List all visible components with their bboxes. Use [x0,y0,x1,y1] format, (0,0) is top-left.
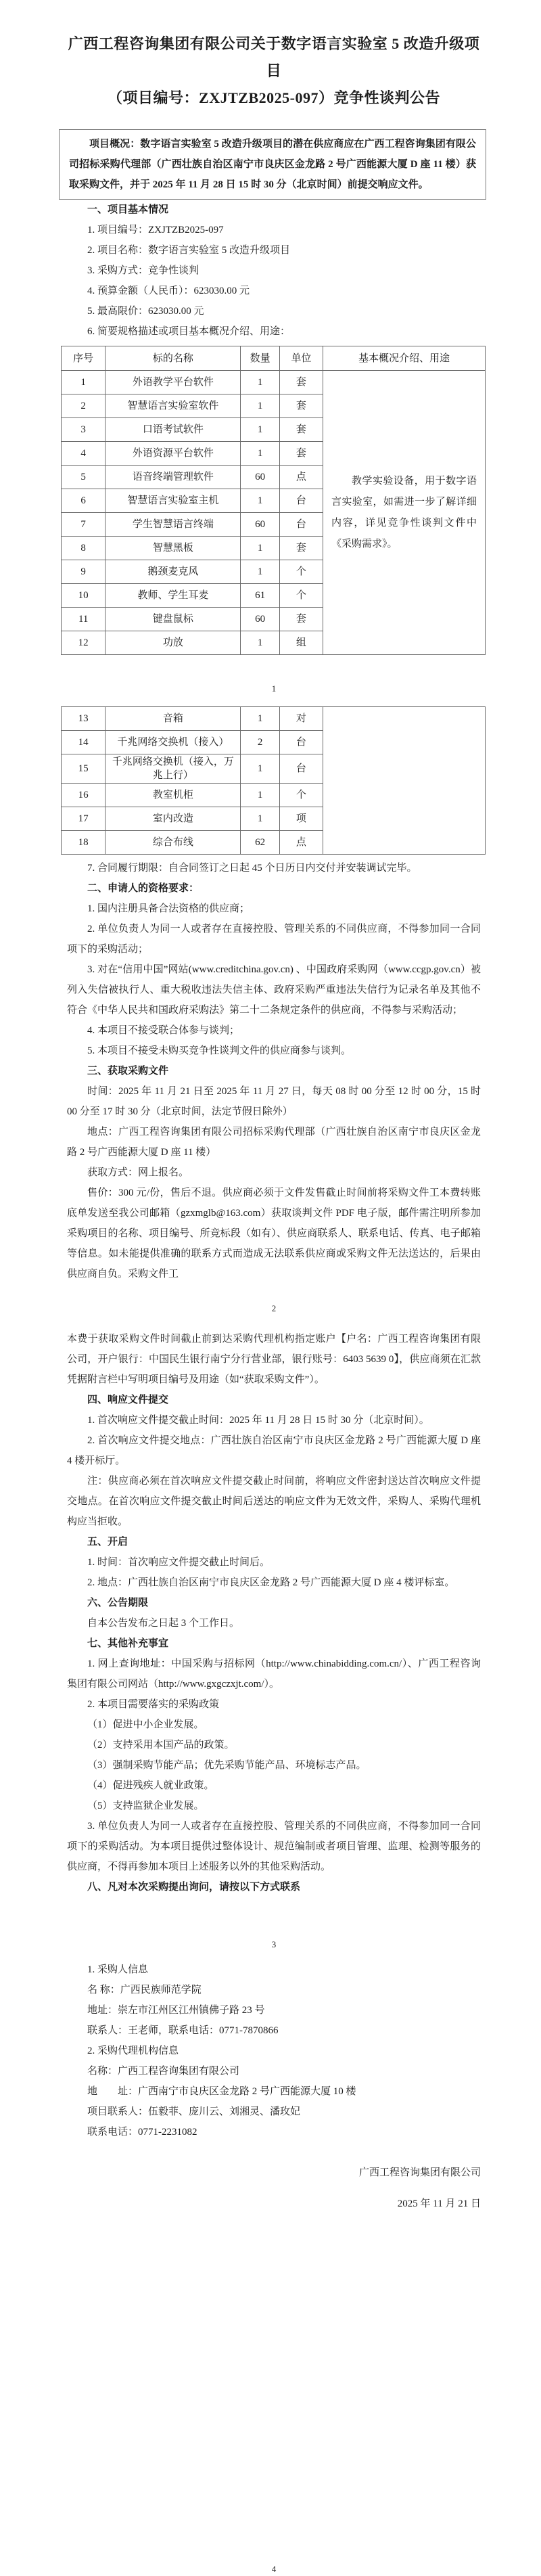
document-flow [67,200,481,2576]
document-title-line-1: 广西工程咨询集团有限公司关于数字语言实验室 5 改造升级项目 [68,35,480,79]
open-place: 2. 地点：广西壮族自治区南宁市良庆区金龙路 2 号广西能源大厦 D 座 4 楼评标室。 [87,1577,455,1588]
purchaser-info-heading: 1. 采购人信息 [87,1964,149,1975]
cell-qty: 1 [241,631,279,655]
cell-qty: 1 [241,442,279,466]
cell-item-name: 智慧语言实验室主机 [105,489,241,513]
cell-unit: 套 [279,371,323,394]
items-table-part1 [61,346,486,655]
cell-seq: 7 [62,513,105,537]
cell-seq: 3 [62,418,105,442]
cell-unit: 台 [279,489,323,513]
agency-info-heading: 2. 采购代理机构信息 [87,2046,179,2056]
policy-5: （5）支持监狱企业发展。 [87,1801,204,1811]
section-5-heading: 五、开启 [87,1537,128,1547]
cell-seq: 8 [62,537,105,560]
cell-item-name: 教室机柜 [105,784,241,807]
cell-item-name: 语音终端管理软件 [105,466,241,489]
cell-seq: 18 [62,831,105,855]
policy-intro: 2. 本项目需要落实的采购政策 [87,1699,220,1710]
items-table-part2 [61,706,486,855]
table-row [62,707,486,731]
cell-item-name: 千兆网络交换机（接入） [105,731,241,754]
column-header: 基本概况介绍、用途 [323,346,485,371]
response-place: 2. 首次响应文件提交地点：广西壮族自治区南宁市良庆区金龙路 2 号广西能源大厦 D 座 4 楼开标厅。 [67,1435,481,1466]
budget-amount: 4. 预算金额（人民币）：623030.00 元 [87,286,250,296]
cell-seq: 12 [62,631,105,655]
open-time: 1. 时间：首次响应文件提交截止时间后。 [87,1557,270,1568]
cell-seq: 17 [62,807,105,831]
section-1-heading: 一、项目基本情况 [87,204,169,215]
cell-seq: 9 [62,560,105,584]
project-number: 1. 项目编号：ZXJTZB2025-097 [87,225,224,235]
cell-qty: 1 [241,371,279,394]
cell-unit: 台 [279,754,323,784]
cell-qty: 1 [241,537,279,560]
cell-seq: 16 [62,784,105,807]
cell-unit: 点 [279,831,323,855]
qualification-1: 1. 国内注册具备合法资格的供应商； [87,903,250,914]
cell-seq: 15 [62,754,105,784]
section-2-heading: 二、申请人的资格要求： [87,883,199,894]
cell-item-name: 音箱 [105,707,241,731]
table-row [62,371,486,394]
purchaser-address: 地址：崇左市江州区江州镇佛子路 23 号 [87,2005,265,2016]
cell-seq: 6 [62,489,105,513]
doc-time: 时间：2025 年 11 月 21 日至 2025 年 11 月 27 日，每天 08 时 00 分至 12 时 00 分，15 时 00 分至 17 时 30 分（北京时间，法定节假日除外） [67,1086,481,1117]
max-price: 5. 最高限价：623030.00 元 [87,306,204,317]
cell-qty: 60 [241,466,279,489]
section-8-heading: 八、凡对本次采购提出询问，请按以下方式联系 [87,1882,301,1893]
cell-unit: 组 [279,631,323,655]
sign-company: 广西工程咨询集团有限公司 [358,2167,481,2178]
spec-intro: 6. 简要规格描述或项目基本概况介绍、用途： [87,326,291,337]
cell-qty: 1 [241,707,279,731]
column-header: 标的名称 [105,346,241,371]
cell-qty: 2 [241,731,279,754]
doc-method: 获取方式：网上报名。 [87,1167,189,1178]
cell-unit: 对 [279,707,323,731]
project-name: 2. 项目名称：数字语言实验室 5 改造升级项目 [87,245,291,256]
cell-seq: 14 [62,731,105,754]
cell-item-name: 鹅颈麦克风 [105,560,241,584]
cell-unit: 个 [279,784,323,807]
cell-qty: 1 [241,560,279,584]
policy-3: （3）强制采购节能产品；优先采购节能产品、环境标志产品。 [87,1760,367,1771]
section-7-heading: 七、其他补充事宜 [87,1638,169,1649]
column-header: 序号 [62,346,105,371]
document-page [0,30,541,2576]
cell-unit: 套 [279,442,323,466]
sign-date: 2025 年 11 月 21 日 [397,2198,481,2209]
cell-qty: 62 [241,831,279,855]
qualification-5: 5. 本项目不接受未购买竞争性谈判文件的供应商参与谈判。 [87,1045,352,1056]
section-3-heading: 三、获取采购文件 [87,1066,169,1077]
cell-item-name: 智慧语言实验室软件 [105,394,241,418]
fee-continuation: 本费于获取采购文件时间截止前到达采购代理机构指定账户【户名：广西工程咨询集团有限公司，开户银行：中国民生银行南宁分行营业部，银行账号：6403 5639 0】，供应商须在汇款凭据附言栏中写明项目编号及用途（如“获取采购文件”）。 [67,1334,481,1385]
announcement-document [0,30,541,2576]
cell-item-name: 外语教学平台软件 [105,371,241,394]
cell-qty: 1 [241,784,279,807]
agency-name: 名称：广西工程咨询集团有限公司 [87,2066,240,2077]
cell-item-name: 学生智慧语言终端 [105,513,241,537]
doc-price: 售价：300 元/份，售后不退。供应商必须于文件发售截止时间前将采购文件工本费转账底单发送至我公司邮箱（gzxmglb@163.com）获取谈判文件 PDF 电子版，邮件需注明所参加采购项目的名称、项目编号、所竞标段（如有）、供应商联系人、联系电话、传真、电子邮箱等信息。如未能提供准确的联系方式而造成无法联系供应商或采购文件无法送达的，后果由供应商自负。采购文件工 [67,1188,481,1280]
purchaser-name: 名 称：广西民族师范学院 [87,1985,202,1995]
cell-unit: 个 [279,560,323,584]
items-table-header-row [62,346,486,371]
cell-seq: 2 [62,394,105,418]
cell-item-name: 键盘鼠标 [105,608,241,631]
cell-qty: 1 [241,807,279,831]
page-number-3: 3 [271,1939,277,1949]
section-6-heading: 六、公告期限 [87,1598,149,1608]
cell-qty: 61 [241,584,279,608]
cell-unit: 套 [279,394,323,418]
qualification-3: 3. 对在“信用中国”网站(www.creditchina.gov.cn) 、中国政府采购网（www.ccgp.gov.cn）被列入失信被执行人、重大税收违法失信主体、政府采购严重违法失信行为记录名单及其他不符合《中华人民共和国政府采购法》第二十二条规定条件的供应商，不得参与采购活动； [67,964,481,1016]
qualification-2: 2. 单位负责人为同一人或者存在直接控股、管理关系的不同供应商，不得参加同一合同项下的采购活动； [67,924,481,955]
cell-seq: 10 [62,584,105,608]
cell-qty: 60 [241,513,279,537]
column-header: 单位 [279,346,323,371]
agency-phone: 联系电话：0771-2231082 [87,2127,197,2138]
merged-note-cell: 教学实验设备，用于数字语言实验室，如需进一步了解详细内容，详见竞争性谈判文件中《采购需求》。 [323,371,485,655]
cell-unit: 台 [279,731,323,754]
document-title [67,30,481,112]
announce-period: 自本公告发布之日起 3 个工作日。 [87,1618,240,1629]
cell-seq: 11 [62,608,105,631]
online-query: 1. 网上查询地址：中国采购与招标网（http://www.chinabidding.com.cn/）、广西工程咨询集团有限公司网站（http://www.gxgczxjt.com/）。 [67,1658,481,1690]
cell-item-name: 智慧黑板 [105,537,241,560]
cell-item-name: 功放 [105,631,241,655]
cell-seq: 5 [62,466,105,489]
cell-item-name: 外语资源平台软件 [105,442,241,466]
cell-unit: 个 [279,584,323,608]
cell-item-name: 综合布线 [105,831,241,855]
policy-1: （1）促进中小企业发展。 [87,1719,204,1730]
agency-contacts: 项目联系人：伍毅菲、庞川云、刘湘灵、潘玫妃 [87,2106,301,2117]
cell-unit: 套 [279,537,323,560]
procurement-method: 3. 采购方式：竞争性谈判 [87,265,199,276]
purchaser-contact: 联系人：王老师，联系电话：0771-7870866 [87,2025,279,2036]
cell-qty: 1 [241,489,279,513]
cell-unit: 点 [279,466,323,489]
cell-item-name: 口语考试软件 [105,418,241,442]
cell-unit: 台 [279,513,323,537]
response-deadline: 1. 首次响应文件提交截止时间：2025 年 11 月 28 日 15 时 30 分（北京时间）。 [87,1415,429,1426]
cell-item-name: 室内改造 [105,807,241,831]
cell-seq: 13 [62,707,105,731]
cell-item-name: 教师、学生耳麦 [105,584,241,608]
policy-4: （4）促进残疾人就业政策。 [87,1780,214,1791]
page-number-4: 4 [271,2564,277,2574]
cell-unit: 项 [279,807,323,831]
agency-address: 地 址：广西南宁市良庆区金龙路 2 号广西能源大厦 10 楼 [87,2086,356,2097]
response-note: 注：供应商必须在首次响应文件提交截止时间前，将响应文件密封送达首次响应文件提交地点。在首次响应文件提交截止时间后送达的响应文件为无效文件，采购人、采购代理机构应当拒收。 [67,1476,481,1527]
cell-item-name: 千兆网络交换机（接入，万兆上行） [105,754,241,784]
policy-2: （2）支持采用本国产品的政策。 [87,1740,235,1750]
cell-qty: 60 [241,608,279,631]
merged-empty-cell [323,707,485,855]
document-title-line-2: （项目编号：ZXJTZB2025-097）竞争性谈判公告 [108,89,440,106]
cell-seq: 4 [62,442,105,466]
page-number-1: 1 [271,683,277,694]
doc-place: 地点：广西工程咨询集团有限公司招标采购代理部（广西壮族自治区南宁市良庆区金龙路 2 号广西能源大厦 D 座 11 楼） [67,1127,481,1158]
contract-period: 7. 合同履行期限：自合同签订之日起 45 个日历日内交付并安装调试完毕。 [87,863,417,874]
column-header: 数量 [241,346,279,371]
cell-qty: 1 [241,394,279,418]
qualification-4: 4. 本项目不接受联合体参与谈判； [87,1025,240,1036]
cell-qty: 1 [241,418,279,442]
cell-qty: 1 [241,754,279,784]
page-number-2: 2 [271,1303,277,1313]
other-3: 3. 单位负责人为同一人或者存在直接控股、管理关系的不同供应商，不得参加同一合同项下的采购活动。为本项目提供过整体设计、规范编制或者项目管理、监理、检测等服务的供应商，不得再参加本项目上述服务以外的其他采购活动。 [67,1821,481,1872]
cell-unit: 套 [279,418,323,442]
project-overview-box: 项目概况：数字语言实验室 5 改造升级项目的潜在供应商应在广西工程咨询集团有限公司招标采购代理部（广西壮族自治区南宁市良庆区金龙路 2 号广西能源大厦 D 座 11 楼）获取采购文件，并于 2025 年 11 月 28 日 15 时 30 分（北京时间）前提交响应文件。 [59,129,486,200]
cell-unit: 套 [279,608,323,631]
section-4-heading: 四、响应文件提交 [87,1395,169,1405]
cell-seq: 1 [62,371,105,394]
